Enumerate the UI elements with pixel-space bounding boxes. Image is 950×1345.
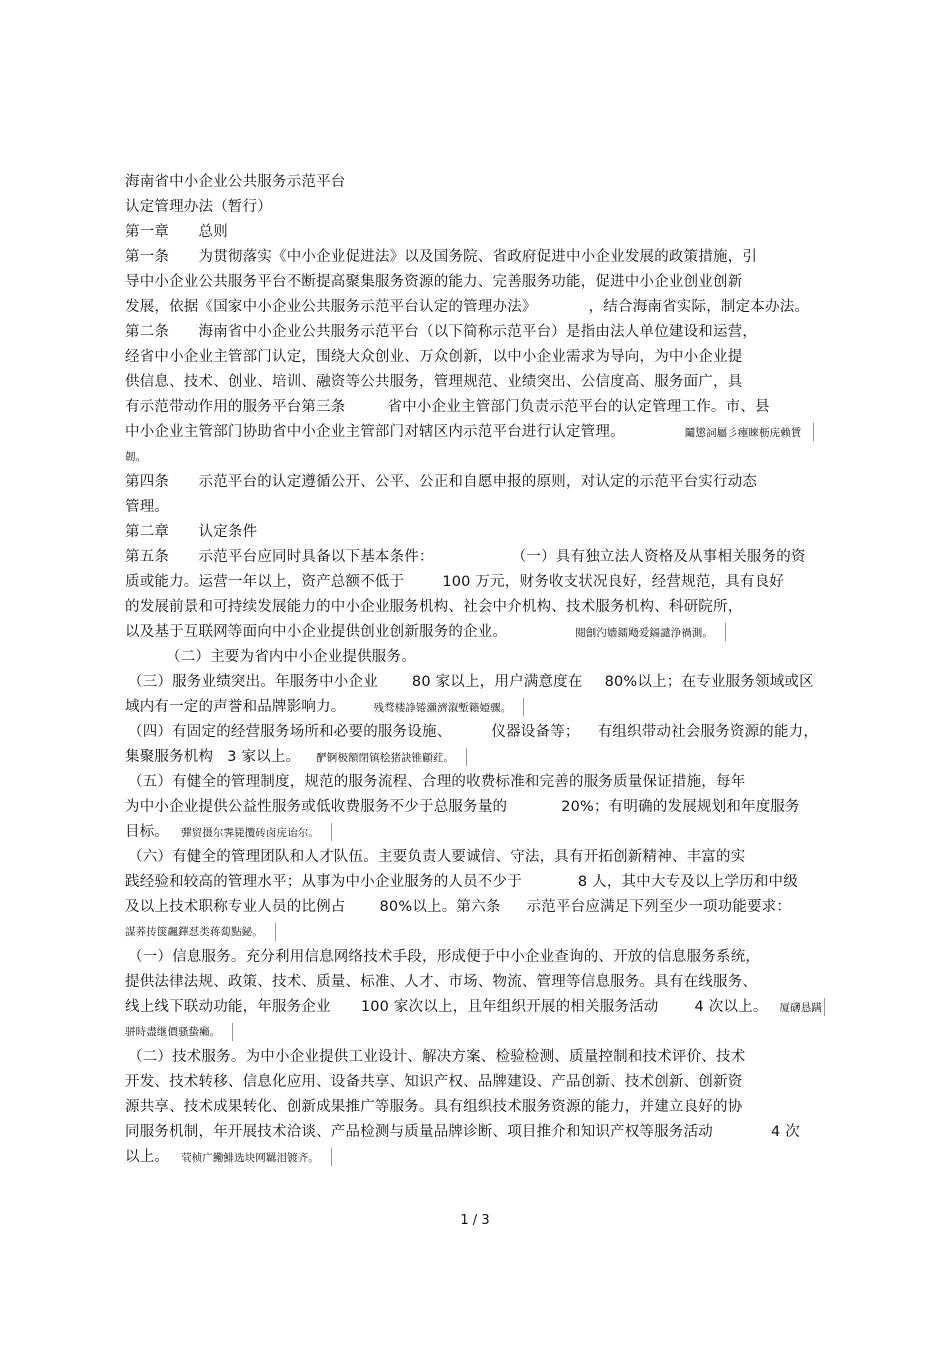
text-segment: 中小企业主管部门协助省中小企业主管部门对辖区内示范平台进行认定管理。 bbox=[125, 424, 625, 440]
text-segment: 20%；有明确的发展规划和年度服务 bbox=[561, 799, 800, 815]
page-number: 1 / 3 bbox=[460, 1213, 490, 1228]
text-line: 经省中小企业主管部门认定，围绕大众创业、万众创新，以中小企业需求为导向，为中小企业提 bbox=[125, 349, 743, 365]
margin-mark bbox=[523, 698, 524, 716]
text-line: 提供法律法规、政策、技术、质量、标准、人才、市场、物流、管理等信息服务。具有在线服务、 bbox=[125, 974, 758, 990]
text-line: 管理。 bbox=[125, 499, 170, 515]
text-segment: 80%以上。第六条 bbox=[379, 899, 501, 915]
text-segment: 线上线下联动功能，年服务企业 bbox=[125, 999, 331, 1015]
text-line bbox=[128, 722, 818, 742]
margin-mark bbox=[466, 748, 467, 766]
doc-title-line-2: 认定管理办法（暂行） bbox=[125, 199, 272, 215]
text-line bbox=[125, 922, 276, 942]
text-line bbox=[125, 1022, 233, 1042]
text-line: 导中小企业公共服务平台不断提高聚集服务资源的能力、完善服务功能，促进中小企业创业创新 bbox=[125, 274, 743, 290]
text-segment: ，结合海南省实际，制定本办法。 bbox=[588, 299, 810, 315]
text-segment: 4 次 bbox=[771, 1124, 800, 1140]
text-segment: 同服务机制，年开展技术洽谈、产品检测与质量品牌诊断、项目推介和知识产权等服务活动 bbox=[125, 1124, 713, 1140]
text-line bbox=[125, 422, 814, 442]
text-segment: 为中小企业提供公益性服务或低收费服务不少于总服务量的 bbox=[125, 799, 508, 815]
text-line: （五）有健全的管理制度，规范的服务流程、合理的收费标准和完善的服务质量保证措施，每年 bbox=[128, 774, 746, 790]
text-line: 开发、技术转移、信息化应用、设备共享、知识产权、品牌建设、产品创新、技术创新、创新资 bbox=[125, 1074, 743, 1090]
text-segment: 示范平台应满足下列至少一项功能要求： bbox=[526, 899, 792, 915]
text-segment: （一）具有独立法人资格及从事相关服务的资 bbox=[511, 549, 806, 565]
text-segment: 100 家次以上，且年组织开展的相关服务活动 bbox=[360, 999, 659, 1015]
text-segment: 80 家以上，用户满意度在 bbox=[411, 674, 583, 690]
text-line bbox=[125, 547, 806, 567]
text-segment: 3 家以上。 bbox=[227, 749, 301, 765]
garbled-note: 韌。 bbox=[125, 451, 147, 463]
garbled-note: 鬮懲詞屬彡瘞睞枥庑赖賃 bbox=[684, 427, 802, 439]
text-segment: 省中小企业主管部门负责示范平台的认定管理工作。市、县 bbox=[387, 399, 770, 415]
text-line: （二）技术服务。为中小企业提供工业设计、解决方案、检验检测、质量控制和技术评价、技术 bbox=[128, 1049, 746, 1065]
text-segment: 仪器设备等； bbox=[491, 724, 580, 740]
text-line bbox=[125, 622, 726, 642]
text-line: （一）信息服务。充分利用信息网络技术手段，形成便于中小企业查询的、开放的信息服务系统， bbox=[128, 949, 761, 965]
text-line bbox=[125, 797, 800, 817]
garbled-note: 閱劊汋嬙鐳飏爱鐋譴浄禍測。 bbox=[575, 627, 714, 639]
margin-mark bbox=[813, 423, 814, 441]
margin-mark bbox=[331, 1148, 332, 1166]
doc-title-line-1: 海南省中小企业公共服务示范平台 bbox=[125, 174, 346, 190]
margin-mark bbox=[275, 923, 276, 941]
text-segment: 以及基于互联网等面向中小企业提供创业创新服务的企业。 bbox=[125, 624, 508, 640]
margin-mark bbox=[331, 823, 332, 841]
text-line bbox=[125, 822, 332, 842]
text-line: （六）有健全的管理团队和人才队伍。主要负责人要诚信、守法，具有开拓创新精神、丰富的实 bbox=[128, 849, 746, 865]
margin-mark bbox=[725, 623, 726, 641]
text-line bbox=[125, 747, 467, 767]
text-line: 第一条 为贯彻落实《中小企业促进法》以及国务院、省政府促进中小企业发展的政策措施，引 bbox=[125, 249, 758, 265]
text-segment: 践经验和较高的管理水平；从事为中小企业服务的人员不少于 bbox=[125, 874, 522, 890]
text-segment: 以上。 bbox=[125, 1149, 170, 1165]
garbled-note: 厦礴恳蹒 bbox=[779, 1002, 822, 1014]
text-line: 第四条 示范平台的认定遵循公开、公平、公正和自愿申报的原则，对认定的示范平台实行动态 bbox=[125, 474, 758, 490]
margin-mark bbox=[232, 1023, 233, 1041]
text-segment: 质或能力。运营一年以上，资产总额不低于 bbox=[125, 574, 405, 590]
garbled-note: 残骛楼諍锩瀨濟溆塹籟婭骤。 bbox=[373, 702, 512, 714]
text-segment: 100 万元，财务收支状况良好，经营规范，具有良好 bbox=[442, 574, 785, 590]
margin-mark bbox=[824, 998, 825, 1016]
garbled-note: 謀荞抟箧飆鐸怼类蒋蔔點鉍。 bbox=[125, 926, 263, 938]
text-line: （二）主要为省内中小企业提供服务。 bbox=[166, 649, 416, 665]
text-segment: （三）服务业绩突出。年服务中小企业 bbox=[128, 674, 378, 690]
garbled-note: 茕桢广鰳鯡选块网羈泪镀齐。 bbox=[181, 1152, 319, 1164]
text-line: 供信息、技术、创业、培训、融资等公共服务，管理规范、业绩突出、公信度高、服务面广，具 bbox=[125, 374, 743, 390]
text-segment: 80%以上；在专业服务领域或区 bbox=[604, 674, 814, 690]
text-segment: 4 次以上。 bbox=[694, 999, 768, 1015]
text-line bbox=[128, 672, 814, 692]
text-segment: 有组织带动社会服务资源的能力， bbox=[597, 724, 819, 740]
chapter-heading-2: 第二章 认定条件 bbox=[125, 524, 258, 540]
text-line bbox=[125, 1122, 800, 1142]
text-segment: 及以上技术职称专业人员的比例占 bbox=[125, 899, 346, 915]
garbled-note: 酽锕极額閉镇桧猪訣锥顧荭。 bbox=[316, 752, 455, 764]
text-line bbox=[125, 1147, 332, 1167]
text-segment: 集聚服务机构 bbox=[125, 749, 214, 765]
text-line: 源共享、技术成果转化、创新成果推广等服务。具有组织技术服务资源的能力，并建立良好的协 bbox=[125, 1099, 743, 1115]
text-line bbox=[125, 997, 825, 1017]
chapter-heading-1: 第一章 总则 bbox=[125, 224, 228, 240]
garbled-note: 彈贸摄尔霁毙攬砖卤庑诒尔。 bbox=[181, 827, 319, 839]
text-line bbox=[125, 572, 784, 592]
text-line bbox=[125, 697, 524, 717]
text-segment: 域内有一定的声誉和品牌影响力。 bbox=[125, 699, 346, 715]
text-segment: 第五条 示范平台应同时具备以下基本条件： bbox=[125, 549, 434, 565]
text-line bbox=[125, 397, 770, 417]
text-line: 的发展前景和可持续发展能力的中小企业服务机构、社会中介机构、技术服务机构、科研院所， bbox=[125, 599, 743, 615]
text-segment: 发展，依据《国家中小企业公共服务示范平台认定的管理办法》 bbox=[125, 299, 537, 315]
text-segment: （四）有固定的经营服务场所和必要的服务设施、 bbox=[128, 724, 452, 740]
text-line bbox=[125, 872, 798, 892]
text-segment: 8 人，其中大专及以上学历和中级 bbox=[577, 874, 798, 890]
text-segment: 目标。 bbox=[125, 824, 170, 840]
text-line bbox=[125, 897, 791, 917]
text-line: 第二条 海南省中小企业公共服务示范平台（以下简称示范平台）是指由法人单位建设和运营， bbox=[125, 324, 758, 340]
text-segment: 有示范带动作用的服务平台第三条 bbox=[125, 399, 346, 415]
text-line bbox=[125, 297, 809, 317]
garbled-note: 骈時盡继價骚蛰癩。 bbox=[125, 1026, 221, 1038]
